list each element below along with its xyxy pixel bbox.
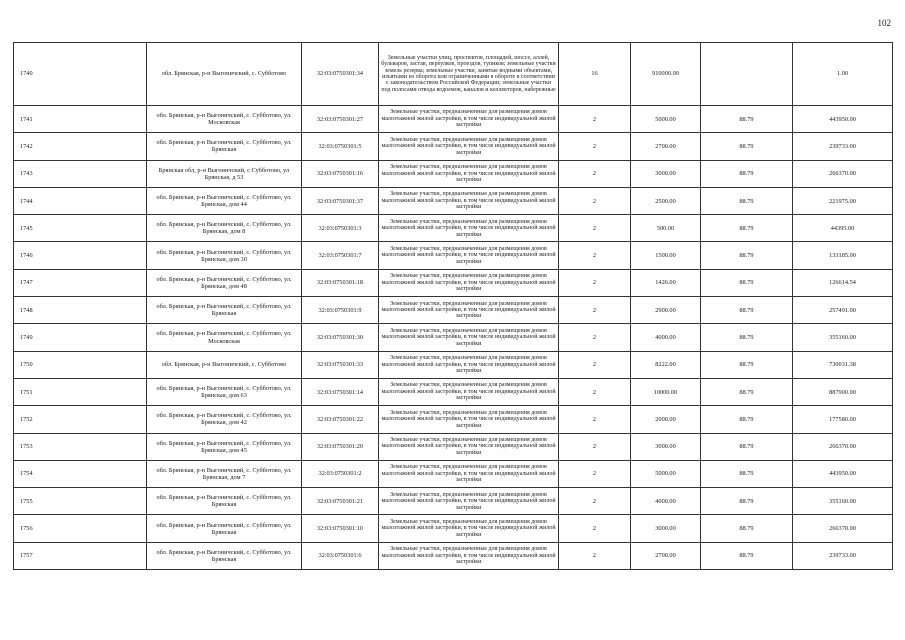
land-use-cell: Земельные участки, предназначенные для размещения домов малоэтажной жилой застройки, в том числе индивидуальной жилой застройки bbox=[379, 460, 559, 487]
rate-cell: 88.79 bbox=[701, 488, 793, 515]
table-row bbox=[14, 160, 893, 187]
row-number: 1750 bbox=[14, 351, 147, 378]
table-row bbox=[14, 542, 893, 569]
cadastral-number-cell: 32:03:0750301:20 bbox=[302, 433, 379, 460]
address-cell: обл. Брянская, р-н Выгоничский, с. Субботово, ул. Брянская, дом 48 bbox=[147, 269, 302, 296]
group-cell: 2 bbox=[559, 187, 631, 214]
rate-cell: 88.79 bbox=[701, 433, 793, 460]
cadastral-value-cell: 133185.00 bbox=[793, 242, 893, 269]
address-cell: обл. Брянская, р-н Выгоничский, с. Субботово, ул. Брянская, дом 8 bbox=[147, 215, 302, 242]
cadastral-value-table bbox=[13, 42, 893, 570]
table-row bbox=[14, 133, 893, 160]
rate-cell: 88.79 bbox=[701, 324, 793, 351]
land-use-cell: Земельные участки, предназначенные для размещения домов малоэтажной жилой застройки, в том числе индивидуальной жилой застройки bbox=[379, 187, 559, 214]
address-cell: обл. Брянская, р-н Выгоничский, с. Субботово, ул. Брянская, дом 44 bbox=[147, 187, 302, 214]
land-use-cell: Земельные участки, предназначенные для размещения домов малоэтажной жилой застройки, в том числе индивидуальной жилой застройки bbox=[379, 269, 559, 296]
group-cell: 2 bbox=[559, 406, 631, 433]
area-cell: 4000.00 bbox=[631, 324, 701, 351]
group-cell: 2 bbox=[559, 297, 631, 324]
address-cell: обл. Брянская, р-н Выгоничский, с. Субботово, ул. Брянская bbox=[147, 488, 302, 515]
group-cell: 16 bbox=[559, 43, 631, 106]
row-number: 1746 bbox=[14, 242, 147, 269]
area-cell: 5000.00 bbox=[631, 106, 701, 133]
row-number: 1743 bbox=[14, 160, 147, 187]
table-row bbox=[14, 515, 893, 542]
cadastral-value-cell: 239733.00 bbox=[793, 542, 893, 569]
row-number: 1742 bbox=[14, 133, 147, 160]
cadastral-number-cell: 32:03:0750301:34 bbox=[302, 43, 379, 106]
group-cell: 2 bbox=[559, 160, 631, 187]
group-cell: 2 bbox=[559, 242, 631, 269]
row-number: 1747 bbox=[14, 269, 147, 296]
row-number: 1749 bbox=[14, 324, 147, 351]
land-use-cell: Земельные участки, предназначенные для размещения домов малоэтажной жилой застройки, в том числе индивидуальной жилой застройки bbox=[379, 215, 559, 242]
row-number: 1754 bbox=[14, 460, 147, 487]
cadastral-number-cell: 32:03:0750301:10 bbox=[302, 515, 379, 542]
address-cell: обл. Брянская, р-н Выгоничский, с. Субботово, ул. Брянская, дом 63 bbox=[147, 378, 302, 405]
cadastral-number-cell: 32:03:0750301:3 bbox=[302, 215, 379, 242]
cadastral-value-cell: 443950.00 bbox=[793, 106, 893, 133]
address-cell: обл. Брянская, р-н Выгоничский, с. Субботово, ул. Брянская, дом 42 bbox=[147, 406, 302, 433]
page-number: 102 bbox=[877, 18, 891, 28]
row-number: 1741 bbox=[14, 106, 147, 133]
rate-cell: 88.79 bbox=[701, 106, 793, 133]
address-cell: Брянская обл, р-н Выгоничский, с Субботово, ул Брянская, д 53 bbox=[147, 160, 302, 187]
cadastral-number-cell: 32:03:0750301:5 bbox=[302, 133, 379, 160]
cadastral-number-cell: 32:03:0750301:6 bbox=[302, 542, 379, 569]
table-row bbox=[14, 187, 893, 214]
area-cell: 910000.00 bbox=[631, 43, 701, 106]
area-cell: 3000.00 bbox=[631, 433, 701, 460]
table-row bbox=[14, 351, 893, 378]
cadastral-value-cell: 355160.00 bbox=[793, 488, 893, 515]
rate-cell: 88.79 bbox=[701, 406, 793, 433]
area-cell: 8222.00 bbox=[631, 351, 701, 378]
cadastral-number-cell: 32:03:0750301:33 bbox=[302, 351, 379, 378]
row-number: 1744 bbox=[14, 187, 147, 214]
cadastral-value-cell: 257491.00 bbox=[793, 297, 893, 324]
area-cell: 10000.00 bbox=[631, 378, 701, 405]
address-cell: обл. Брянская, р-н Выгоничский, с. Субботово, ул. Брянская bbox=[147, 297, 302, 324]
table-row bbox=[14, 106, 893, 133]
land-use-cell: Земельные участки, предназначенные для размещения домов малоэтажной жилой застройки, в том числе индивидуальной жилой застройки bbox=[379, 242, 559, 269]
cadastral-value-cell: 44395.00 bbox=[793, 215, 893, 242]
row-number: 1752 bbox=[14, 406, 147, 433]
cadastral-value-cell: 443950.00 bbox=[793, 460, 893, 487]
group-cell: 2 bbox=[559, 133, 631, 160]
row-number: 1757 bbox=[14, 542, 147, 569]
land-use-cell: Земельные участки, предназначенные для размещения домов малоэтажной жилой застройки, в том числе индивидуальной жилой застройки bbox=[379, 133, 559, 160]
table-row bbox=[14, 43, 893, 106]
address-cell: обл. Брянская, р-н Выгоничский, с. Субботово, ул. Брянская bbox=[147, 515, 302, 542]
area-cell: 2700.00 bbox=[631, 133, 701, 160]
rate-cell: 88.79 bbox=[701, 269, 793, 296]
cadastral-value-cell: 1.00 bbox=[793, 43, 893, 106]
cadastral-value-cell: 730031.38 bbox=[793, 351, 893, 378]
rate-cell: 88.79 bbox=[701, 351, 793, 378]
row-number: 1753 bbox=[14, 433, 147, 460]
group-cell: 2 bbox=[559, 215, 631, 242]
area-cell: 3000.00 bbox=[631, 515, 701, 542]
address-cell: обл. Брянская, р-н Выгоничский, с. Субботово bbox=[147, 351, 302, 378]
area-cell: 1426.00 bbox=[631, 269, 701, 296]
cadastral-value-cell: 239733.00 bbox=[793, 133, 893, 160]
cadastral-value-cell: 177580.00 bbox=[793, 406, 893, 433]
land-use-cell: Земельные участки, предназначенные для размещения домов малоэтажной жилой застройки, в том числе индивидуальной жилой застройки bbox=[379, 160, 559, 187]
cadastral-value-cell: 266370.00 bbox=[793, 515, 893, 542]
rate-cell: 88.79 bbox=[701, 297, 793, 324]
rate-cell: 88.79 bbox=[701, 515, 793, 542]
row-number: 1751 bbox=[14, 378, 147, 405]
rate-cell: 88.79 bbox=[701, 242, 793, 269]
table-row bbox=[14, 378, 893, 405]
land-use-cell: Земельные участки, предназначенные для размещения домов малоэтажной жилой застройки, в том числе индивидуальной жилой застройки bbox=[379, 515, 559, 542]
address-cell: обл. Брянская, р-н Выгоничский, с. Субботово, ул. Брянская bbox=[147, 133, 302, 160]
cadastral-value-cell: 266370.00 bbox=[793, 160, 893, 187]
row-number: 1756 bbox=[14, 515, 147, 542]
group-cell: 2 bbox=[559, 324, 631, 351]
cadastral-number-cell: 32:03:0750301:21 bbox=[302, 488, 379, 515]
rate-cell: 88.79 bbox=[701, 542, 793, 569]
land-use-cell: Земельные участки, предназначенные для размещения домов малоэтажной жилой застройки, в том числе индивидуальной жилой застройки bbox=[379, 324, 559, 351]
rate-cell: 88.79 bbox=[701, 460, 793, 487]
address-cell: обл. Брянская, р-н Выгоничский, с. Субботово bbox=[147, 43, 302, 106]
row-number: 1740 bbox=[14, 43, 147, 106]
group-cell: 2 bbox=[559, 542, 631, 569]
cadastral-number-cell: 32:03:0750301:37 bbox=[302, 187, 379, 214]
address-cell: обл. Брянская, р-н Выгоничский, с. Субботово, ул. Брянская bbox=[147, 542, 302, 569]
table-row bbox=[14, 269, 893, 296]
group-cell: 2 bbox=[559, 269, 631, 296]
land-use-cell: Земельные участки, предназначенные для размещения домов малоэтажной жилой застройки, в том числе индивидуальной жилой застройки bbox=[379, 297, 559, 324]
row-number: 1755 bbox=[14, 488, 147, 515]
area-cell: 5000.00 bbox=[631, 460, 701, 487]
cadastral-number-cell: 32:03:0750301:9 bbox=[302, 297, 379, 324]
land-use-cell: Земельные участки улиц, проспектов, площадей, шоссе, аллей, бульваров, застав, переулков, проездов, тупиков; земельные участки земель резерва; земельные участки, занятые водными объектами, изъятыми из оборота или ограниченными в обороте в соответствии с законодательством Российской Федерации; земельные участки под полосами отвода водоемов, каналов и коллекторов, набережные bbox=[379, 43, 559, 106]
table-row bbox=[14, 297, 893, 324]
cadastral-number-cell: 32:03:0750301:16 bbox=[302, 160, 379, 187]
cadastral-value-cell: 266370.00 bbox=[793, 433, 893, 460]
land-use-cell: Земельные участки, предназначенные для размещения домов малоэтажной жилой застройки, в том числе индивидуальной жилой застройки bbox=[379, 406, 559, 433]
table-row bbox=[14, 488, 893, 515]
address-cell: обл. Брянская, р-н Выгоничский, с. Субботово, ул. Брянская, дом 7 bbox=[147, 460, 302, 487]
table-row bbox=[14, 215, 893, 242]
table-row bbox=[14, 242, 893, 269]
land-use-cell: Земельные участки, предназначенные для размещения домов малоэтажной жилой застройки, в том числе индивидуальной жилой застройки bbox=[379, 433, 559, 460]
cadastral-number-cell: 32:03:0750301:14 bbox=[302, 378, 379, 405]
land-use-cell: Земельные участки, предназначенные для размещения домов малоэтажной жилой застройки, в том числе индивидуальной жилой застройки bbox=[379, 378, 559, 405]
area-cell: 1500.00 bbox=[631, 242, 701, 269]
group-cell: 2 bbox=[559, 378, 631, 405]
row-number: 1745 bbox=[14, 215, 147, 242]
land-use-cell: Земельные участки, предназначенные для размещения домов малоэтажной жилой застройки, в том числе индивидуальной жилой застройки bbox=[379, 106, 559, 133]
area-cell: 4000.00 bbox=[631, 488, 701, 515]
group-cell: 2 bbox=[559, 488, 631, 515]
area-cell: 500.00 bbox=[631, 215, 701, 242]
group-cell: 2 bbox=[559, 106, 631, 133]
area-cell: 2000.00 bbox=[631, 406, 701, 433]
rate-cell: 88.79 bbox=[701, 133, 793, 160]
cadastral-number-cell: 32:03:0750301:30 bbox=[302, 324, 379, 351]
address-cell: обл. Брянская, р-н Выгоничский, с. Субботово, ул. Брянская, дом 30 bbox=[147, 242, 302, 269]
cadastral-number-cell: 32:03:0750301:2 bbox=[302, 460, 379, 487]
cadastral-value-cell: 887900.00 bbox=[793, 378, 893, 405]
cadastral-number-cell: 32:03:0750301:7 bbox=[302, 242, 379, 269]
group-cell: 2 bbox=[559, 351, 631, 378]
group-cell: 2 bbox=[559, 460, 631, 487]
land-use-cell: Земельные участки, предназначенные для размещения домов малоэтажной жилой застройки, в том числе индивидуальной жилой застройки bbox=[379, 542, 559, 569]
rate-cell: 88.79 bbox=[701, 187, 793, 214]
rate-cell: 88.79 bbox=[701, 378, 793, 405]
area-cell: 3000.00 bbox=[631, 160, 701, 187]
table-row bbox=[14, 324, 893, 351]
rate-cell: 88.79 bbox=[701, 215, 793, 242]
address-cell: обл. Брянская, р-н Выгоничский, с. Субботово, ул. Брянская, дом 45 bbox=[147, 433, 302, 460]
cadastral-number-cell: 32:03:0750301:18 bbox=[302, 269, 379, 296]
land-use-cell: Земельные участки, предназначенные для размещения домов малоэтажной жилой застройки, в том числе индивидуальной жилой застройки bbox=[379, 351, 559, 378]
cadastral-value-cell: 355160.00 bbox=[793, 324, 893, 351]
cadastral-number-cell: 32:03:0750301:22 bbox=[302, 406, 379, 433]
address-cell: обл. Брянская, р-н Выгоничский, с. Субботово, ул. Московская bbox=[147, 106, 302, 133]
rate-cell bbox=[701, 43, 793, 106]
table-row bbox=[14, 433, 893, 460]
row-number: 1748 bbox=[14, 297, 147, 324]
area-cell: 2500.00 bbox=[631, 187, 701, 214]
area-cell: 2900.00 bbox=[631, 297, 701, 324]
group-cell: 2 bbox=[559, 515, 631, 542]
table-row bbox=[14, 406, 893, 433]
table-row bbox=[14, 460, 893, 487]
rate-cell: 88.79 bbox=[701, 160, 793, 187]
cadastral-value-cell: 126614.54 bbox=[793, 269, 893, 296]
area-cell: 2700.00 bbox=[631, 542, 701, 569]
land-use-cell: Земельные участки, предназначенные для размещения домов малоэтажной жилой застройки, в том числе индивидуальной жилой застройки bbox=[379, 488, 559, 515]
address-cell: обл. Брянская, р-н Выгоничский, с. Субботово, ул. Московская bbox=[147, 324, 302, 351]
cadastral-number-cell: 32:03:0750301:27 bbox=[302, 106, 379, 133]
group-cell: 2 bbox=[559, 433, 631, 460]
cadastral-value-cell: 221975.00 bbox=[793, 187, 893, 214]
